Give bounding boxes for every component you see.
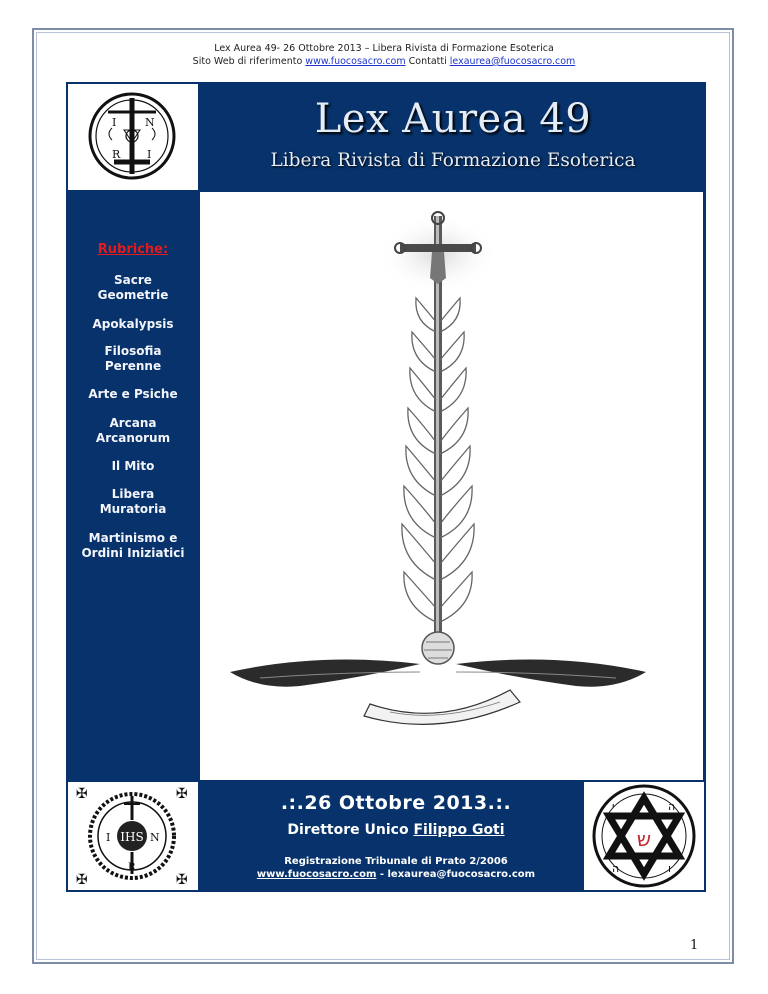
ihs-letter-r: R bbox=[128, 862, 136, 873]
header-site-label: Sito Web di riferimento bbox=[192, 56, 303, 67]
footer-contacts bbox=[216, 868, 576, 881]
section-libera-muratoria bbox=[66, 487, 200, 517]
seal-letter-n: N bbox=[145, 116, 155, 129]
cross-ornament-icon: ✠ bbox=[76, 872, 88, 888]
director-name-link[interactable]: Filippo Goti bbox=[413, 822, 505, 838]
section-arcana-arcanorum bbox=[66, 416, 200, 446]
section-line: Arte e Psiche bbox=[88, 387, 178, 401]
section-filosofia-perenne bbox=[66, 344, 200, 374]
cross-ornament-icon: ✠ bbox=[176, 786, 188, 802]
section-sacre-geometrie bbox=[66, 273, 200, 303]
section-line: Sacre bbox=[114, 273, 152, 287]
section-line: Muratoria bbox=[99, 502, 167, 516]
hebrew-shin-letter: ש bbox=[636, 827, 652, 851]
seal-letter-i: I bbox=[112, 116, 117, 129]
section-line: Filosofia bbox=[104, 344, 162, 358]
hebrew-letter: ה bbox=[612, 862, 620, 875]
section-line: Perenne bbox=[104, 359, 162, 373]
registration-text: Registrazione Tribunale di Prato 2/2006 bbox=[284, 856, 508, 867]
border-line bbox=[703, 192, 706, 780]
cover-illustration bbox=[200, 192, 706, 780]
section-il-mito bbox=[66, 459, 200, 474]
section-line: Arcana bbox=[109, 416, 157, 430]
section-apokalypsis bbox=[66, 317, 200, 332]
header-line-1: Lex Aurea 49- 26 Ottobre 2013 – Libera Rivista di Formazione Esoterica bbox=[214, 43, 554, 54]
seal-letter-i2: I bbox=[147, 148, 152, 161]
hexagram-seal-logo bbox=[584, 782, 704, 890]
inri-seal-logo bbox=[66, 82, 200, 192]
issue-date: .:.26 Ottobre 2013.:. bbox=[280, 792, 512, 814]
cross-ornament-icon: ✠ bbox=[176, 872, 188, 888]
section-arte-e-psiche bbox=[66, 387, 200, 402]
section-line: Il Mito bbox=[111, 459, 155, 473]
seal-letter-r: R bbox=[112, 148, 121, 161]
rubriche-heading: Rubriche: bbox=[97, 242, 169, 257]
footer-website-link[interactable]: www.fuocosacro.com bbox=[256, 869, 377, 880]
page-number: 1 bbox=[690, 938, 699, 953]
header-website-link[interactable]: www.fuocosacro.com bbox=[305, 56, 406, 67]
footer-email: - lexaurea@fuocosacro.com bbox=[379, 869, 536, 880]
ihs-letters: IHS bbox=[120, 830, 144, 844]
section-line: Arcanorum bbox=[95, 431, 171, 445]
director-label: Direttore Unico bbox=[287, 822, 409, 838]
magazine-title: Lex Aurea 49 bbox=[314, 96, 592, 142]
director-line bbox=[226, 822, 566, 838]
section-line: Ordini Iniziatici bbox=[81, 546, 185, 560]
header-email-link[interactable]: lexaurea@fuocosacro.com bbox=[449, 56, 576, 67]
page-header bbox=[0, 42, 768, 68]
ihs-letter-i: I bbox=[106, 831, 111, 844]
cover bbox=[66, 82, 706, 892]
section-line: Apokalypsis bbox=[92, 317, 174, 331]
hebrew-letter: ה bbox=[668, 800, 676, 813]
section-line: Libera bbox=[111, 487, 155, 501]
section-line: Martinismo e bbox=[88, 531, 178, 545]
hebrew-letter: י bbox=[612, 800, 615, 813]
magazine-subtitle: Libera Rivista di Formazione Esoterica bbox=[270, 150, 636, 171]
hebrew-letter: ו bbox=[668, 862, 671, 875]
section-line: Geometrie bbox=[97, 288, 169, 302]
ihs-letter-n: N bbox=[150, 831, 160, 844]
cross-and-wings-illustration bbox=[200, 192, 703, 780]
header-line-2 bbox=[0, 55, 768, 68]
registration-block bbox=[216, 855, 576, 881]
section-martinismo bbox=[66, 531, 200, 561]
ihs-seal-logo bbox=[66, 780, 200, 892]
header-contacts-label: Contatti bbox=[408, 56, 447, 67]
cross-ornament-icon: ✠ bbox=[76, 786, 88, 802]
